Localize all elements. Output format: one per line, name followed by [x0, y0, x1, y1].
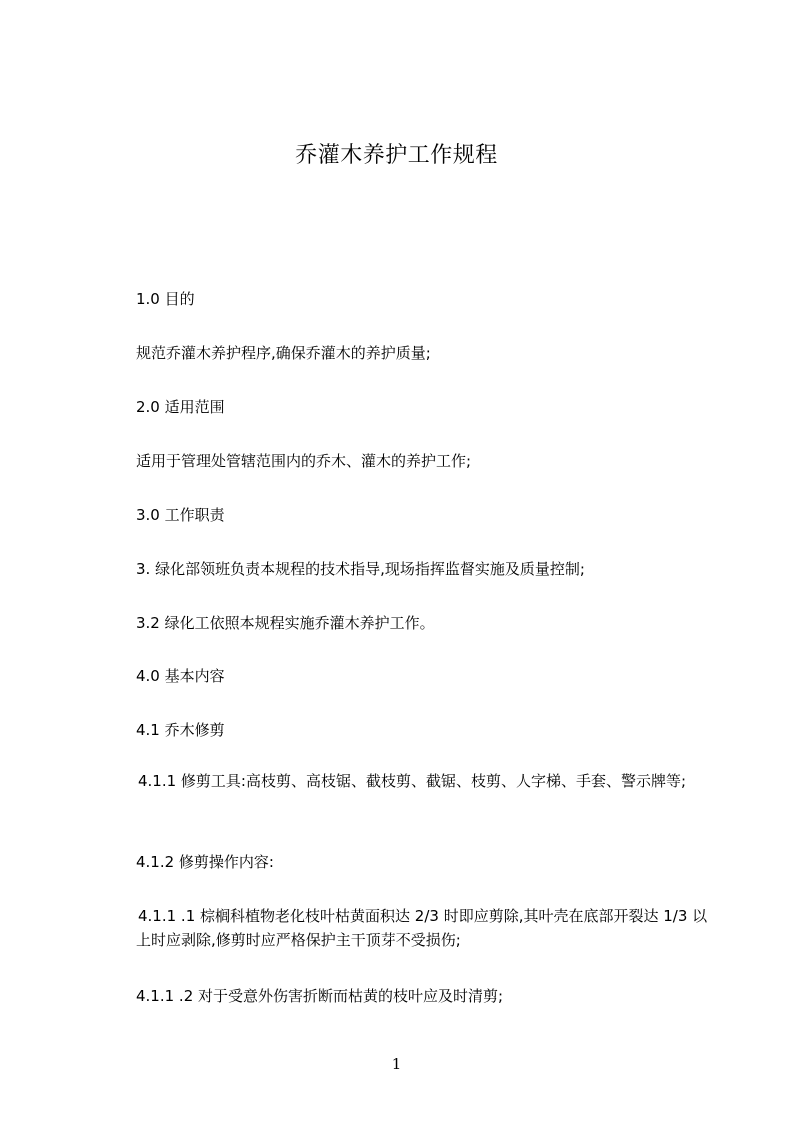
paragraph-purpose: 规范乔灌木养护程序,确保乔灌木的养护质量; — [136, 344, 431, 362]
heading-tree-pruning: 4.1 乔木修剪 — [136, 721, 225, 739]
heading-scope: 2.0 适用范围 — [136, 398, 225, 416]
heading-basic-content: 4.0 基本内容 — [136, 667, 225, 685]
paragraph-broken-branches: 4.1.1 .2 对于受意外伤害折断而枯黄的枝叶应及时清剪; — [136, 987, 504, 1005]
document-title: 乔灌木养护工作规程 — [295, 143, 498, 168]
page-number: 1 — [391, 1055, 402, 1073]
paragraph-pruning-tools: 4.1.1 修剪工具:高枝剪、高枝锯、截枝剪、截锯、枝剪、人字梯、手套、警示牌等; — [138, 772, 687, 790]
paragraph-palm-pruning: 4.1.1 .1 棕榈科植物老化枝叶枯黄面积达 2/3 时即应剪除,其叶壳在底部开裂达 1/3 以上时应剥除,修剪时应严格保护主干顶芽不受损伤; — [136, 907, 708, 949]
heading-responsibilities: 3.0 工作职责 — [136, 506, 225, 524]
paragraph-responsibility-3-2: 3.2 绿化工依照本规程实施乔灌木养护工作。 — [136, 614, 435, 632]
paragraph-responsibility-3-1: 3. 绿化部领班负责本规程的技术指导,现场指挥监督实施及质量控制; — [136, 560, 585, 578]
heading-purpose: 1.0 目的 — [136, 290, 195, 308]
paragraph-pruning-operation: 4.1.2 修剪操作内容: — [136, 853, 274, 871]
paragraph-scope: 适用于管理处管辖范围内的乔木、灌木的养护工作; — [136, 452, 472, 470]
